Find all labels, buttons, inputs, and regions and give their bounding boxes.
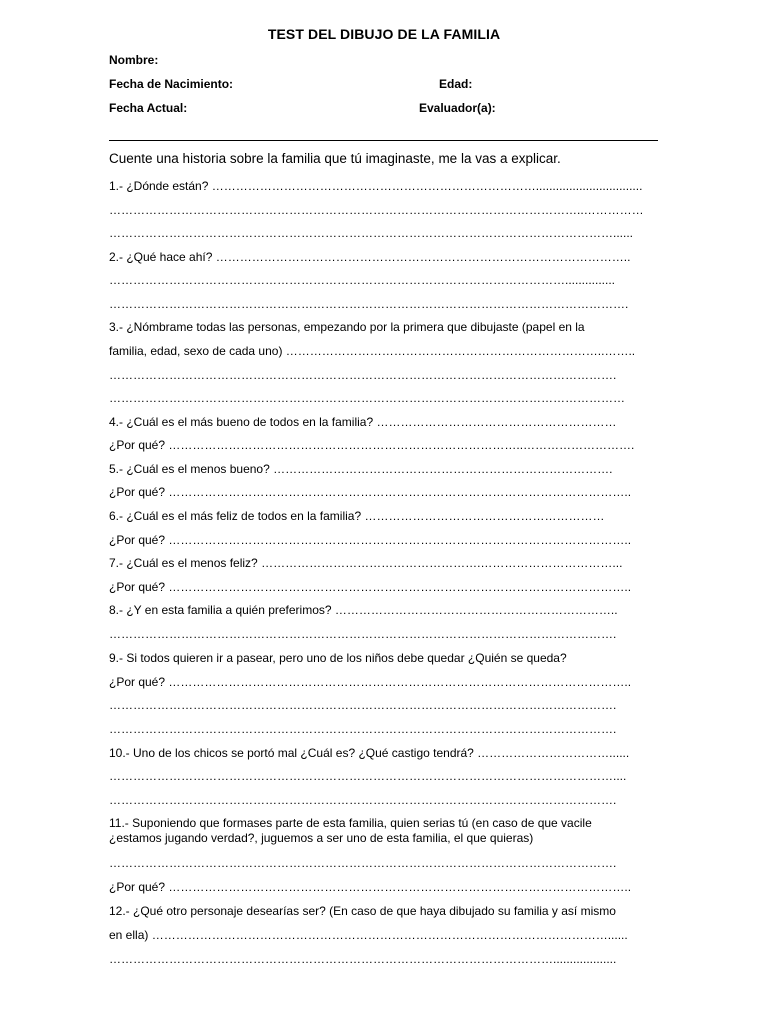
nombre-label: Nombre:	[109, 53, 159, 67]
question-line: 8.- ¿Y en esta familia a quién preferimos? ……………………………………………………………..	[109, 603, 618, 617]
question-line: 9.- Si todos quieren ir a pasear, pero uno de los niños debe quedar ¿Quién se queda?	[109, 651, 567, 665]
answer-line: …………………………………………………………………………………………………...................	[109, 952, 617, 966]
header-divider	[109, 140, 658, 141]
question-line: en ella) ……………………………………………………………………………………………………......	[109, 928, 628, 942]
answer-line: ………………………………………………………………………………………………………………....	[109, 769, 627, 783]
question-line: 4.- ¿Cuál es el más bueno de todos en la familia? ……………………………………………………	[109, 415, 617, 429]
intro-instruction: Cuente una historia sobre la familia que tú imaginaste, me la vas a explicar.	[109, 151, 561, 166]
answer-line: ……………………………………………………………………………………………………………….	[109, 698, 617, 712]
question-line: 12.- ¿Qué otro personaje desearías ser? (En caso de que haya dibujado su familia y así mismo	[109, 904, 616, 918]
answer-line: ……………………………………………………………………………………………………………….	[109, 627, 617, 641]
question-line: 6.- ¿Cuál es el más feliz de todos en la familia? ……………………………………………………	[109, 509, 605, 523]
answer-line: ¿Por qué? ……………………………………………………………………………………………………..	[109, 580, 632, 594]
question-line: ¿estamos jugando verdad?, juguemos a ser uno de esta familia, el que quieras)	[109, 831, 534, 845]
question-line: 3.- ¿Nómbrame todas las personas, empezando por la primera que dibujaste (papel en la	[109, 320, 585, 334]
question-line: 10.- Uno de los chicos se portó mal ¿Cuál es? ¿Qué castigo tendrá? ……………………………......	[109, 746, 630, 760]
answer-line: ¿Por qué? ……………………………………………………………………………………………………..	[109, 880, 632, 894]
fecha-actual-label: Fecha Actual:	[109, 101, 188, 115]
question-line: 5.- ¿Cuál es el menos bueno? ………………………………………………………………………….	[109, 462, 613, 476]
edad-label: Edad:	[439, 77, 473, 91]
answer-line: ……………………………………………………………………………………………………………….	[109, 368, 617, 382]
question-line: 7.- ¿Cuál es el menos feliz? ……………………………………………….……………………………...	[109, 556, 623, 570]
question-line: 1.- ¿Dónde están? ………………………………………………………………………................................	[109, 179, 643, 193]
answer-line: ……………………………………………………………………………………………………...............	[109, 273, 616, 287]
answer-line: ………………………………………………………………………………………………………………….	[109, 297, 629, 311]
answer-line: ¿Por qué? ……………………………………………………………………………..……………………….	[109, 438, 635, 452]
answer-line: …………………………………………………………………………………………………………………	[109, 391, 625, 405]
question-line: familia, edad, sexo de cada uno) ……………………………………………………………………..……..	[109, 344, 636, 358]
answer-line: ……………………………………………………………………………………………………………….	[109, 856, 617, 870]
question-line: 2.- ¿Qué hace ahí? …………………………………………………………………………………………..	[109, 250, 631, 264]
answer-line: ¿Por qué? ……………………………………………………………………………………………………..	[109, 533, 632, 547]
answer-line: ¿Por qué? ……………………………………………………………………………………………………..	[109, 485, 632, 499]
answer-line: ………………………………………………………………………………………………………..……………	[109, 203, 644, 217]
document-title: TEST DEL DIBUJO DE LA FAMILIA	[267, 26, 501, 42]
answer-line: ¿Por qué? ……………………………………………………………………………………………………..	[109, 675, 632, 689]
answer-line: ……………………………………………………………………………………………………………….	[109, 793, 617, 807]
evaluador-label: Evaluador(a):	[419, 101, 496, 115]
answer-line: ……………………………………………………………………………………………………………….	[109, 722, 617, 736]
fecha-nacimiento-label: Fecha de Nacimiento:	[109, 77, 234, 91]
question-line: 11.- Suponiendo que formases parte de esta familia, quien serias tú (en caso de que vacile	[109, 816, 592, 830]
answer-line: ………………………………………………………………………………………………………………......	[109, 226, 634, 240]
